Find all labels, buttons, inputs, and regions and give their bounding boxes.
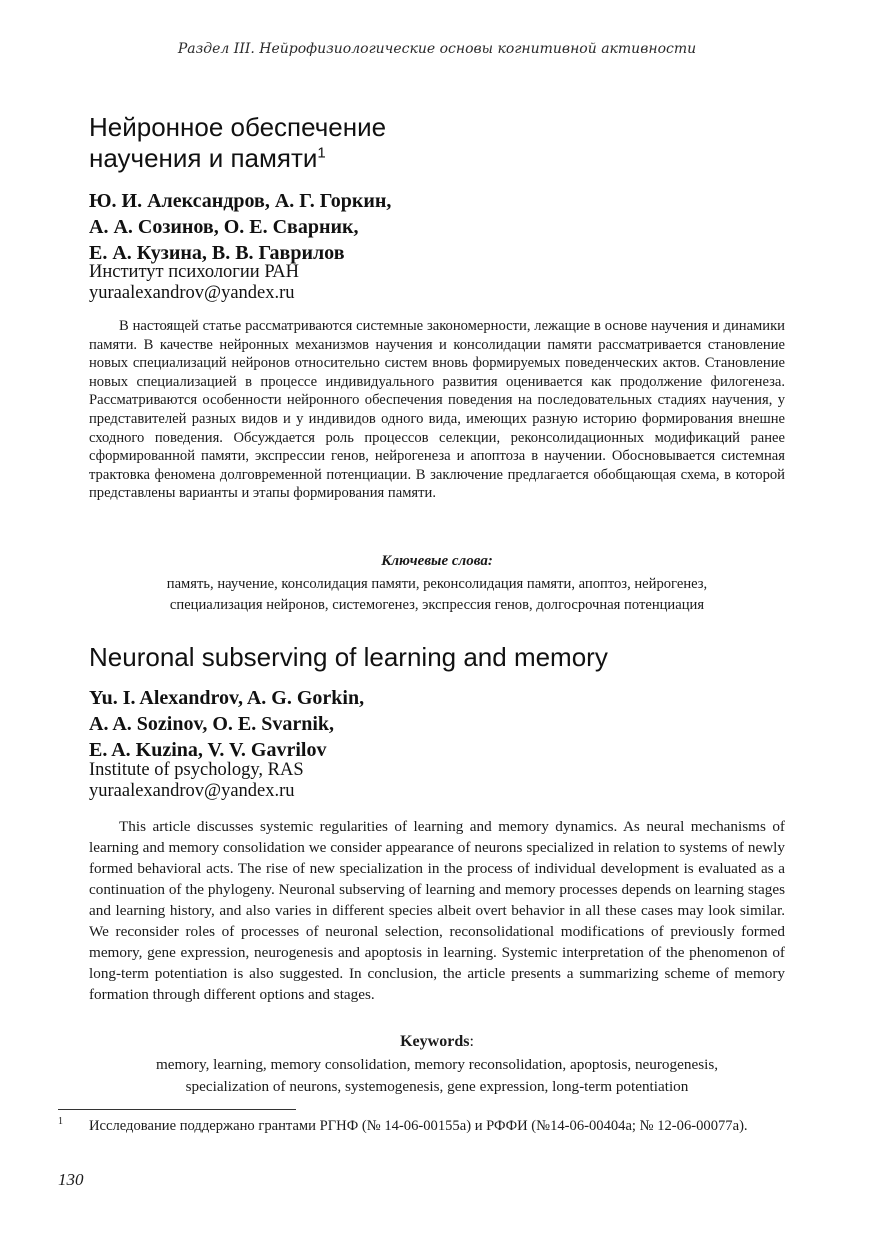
affiliation-english xyxy=(89,760,789,802)
title-russian xyxy=(89,112,789,174)
running-head: Раздел III. Нейрофизиологические основы когнитивной активности xyxy=(177,41,697,57)
title-russian-line-2: научения и памяти xyxy=(89,143,318,173)
title-english: Neuronal subserving of learning and memory xyxy=(89,642,608,672)
institution: Институт психологии РАН xyxy=(89,262,299,282)
keywords-heading-text: Keywords xyxy=(400,1033,470,1050)
authors-russian xyxy=(89,188,789,266)
keywords-heading-russian: Ключевые слова: xyxy=(381,553,493,569)
title-footnote-mark: 1 xyxy=(317,144,326,162)
author-line: А. А. Созинов, О. Е. Сварник, xyxy=(89,216,359,238)
keywords-heading-colon: : xyxy=(469,1033,474,1050)
email: yuraalexandrov@yandex.ru xyxy=(89,283,295,303)
keywords-line: память, научение, консолидация памяти, реконсолидация памяти, апоптоз, нейрогенез, xyxy=(166,576,708,592)
keywords-line: memory, learning, memory consolidation, memory reconsolidation, apoptosis, neurogenesis, xyxy=(155,1056,719,1073)
footnote-mark: 1 xyxy=(58,1116,63,1127)
email: yuraalexandrov@yandex.ru xyxy=(89,781,295,801)
page-number: 130 xyxy=(58,1170,84,1189)
keywords-english xyxy=(89,1054,785,1098)
keywords-russian xyxy=(89,574,785,616)
keywords-line: специализация нейронов, системогенез, экспрессия генов, долгосрочная потенциация xyxy=(169,597,705,613)
affiliation-russian xyxy=(89,262,789,304)
author-line: A. A. Sozinov, O. E. Svarnik, xyxy=(89,713,335,735)
abstract-russian: В настоящей статье рассматриваются системные закономерности, лежащие в основе научения и динамики памяти. В качестве нейронных механизмов научения и консолидации памяти рассматривается становление новых специализаций нейронов относительно систем вновь формируемых поведенческих актов. Становление новых специализацией в процессе индивидуального развития оценивается как продолжение филогенеза. Рассматриваются особенности нейронного обеспечения поведения на последовательных стадиях научения, у представителей разных видов и у индивидов одного вида, имеющих разную историю формирования внешне сходного поведения. Обсуждается роль процессов селекции, реконсолидационных модификаций ранее сформированной памяти, экспрессии генов, нейрогенеза и апоптоза в научении. Обосновывается системная трактовка феномена долговременной потенциации. В заключение предлагается обобщающая схема, в которой представлены варианты и этапы формирования памяти. xyxy=(89,318,785,502)
footnote xyxy=(58,1116,818,1136)
author-line: Ю. И. Александров, А. Г. Горкин, xyxy=(89,190,392,212)
abstract-english: This article discusses systemic regularities of learning and memory dynamics. As neural mechanisms of learning and memory consolidation we consider appearance of neurons specialized in relation to systems of newly formed behavioral acts. The rise of new specialization in the process of individual development is evaluated as a continuation of the phylogeny. Neuronal subserving of learning and memory processes depends on learning stages and learning history, and also varies in different species albeit overt behavior in all these cases may look similar. We reconsider roles of processes of neuronal selection, reconsolidational modifications of previously formed memory, gene expression, neurogenesis and apoptosis in learning. Systemic interpretation of the phenomenon of long-term potentiation is also suggested. In conclusion, the article presents a summarizing scheme of memory formation through different options and stages. xyxy=(89,818,785,1003)
author-line: Е. А. Кузина, В. В. Гаврилов xyxy=(89,242,345,264)
title-russian-line-1: Нейронное обеспечение xyxy=(89,112,387,142)
footnote-divider xyxy=(58,1109,296,1110)
keywords-heading-english xyxy=(89,1033,785,1051)
institution: Institute of psychology, RAS xyxy=(89,760,304,780)
keywords-line: specialization of neurons, systemogenesis, gene expression, long-term potentiation xyxy=(185,1078,689,1095)
author-line: E. A. Kuzina, V. V. Gavrilov xyxy=(89,739,327,761)
author-line: Yu. I. Alexandrov, A. G. Gorkin, xyxy=(89,687,365,709)
footnote-text: Исследование поддержано грантами РГНФ (№ 14-06-00155а) и РФФИ (№14-06-00404а; № 12-06-00077а). xyxy=(89,1118,748,1134)
authors-english xyxy=(89,685,789,763)
